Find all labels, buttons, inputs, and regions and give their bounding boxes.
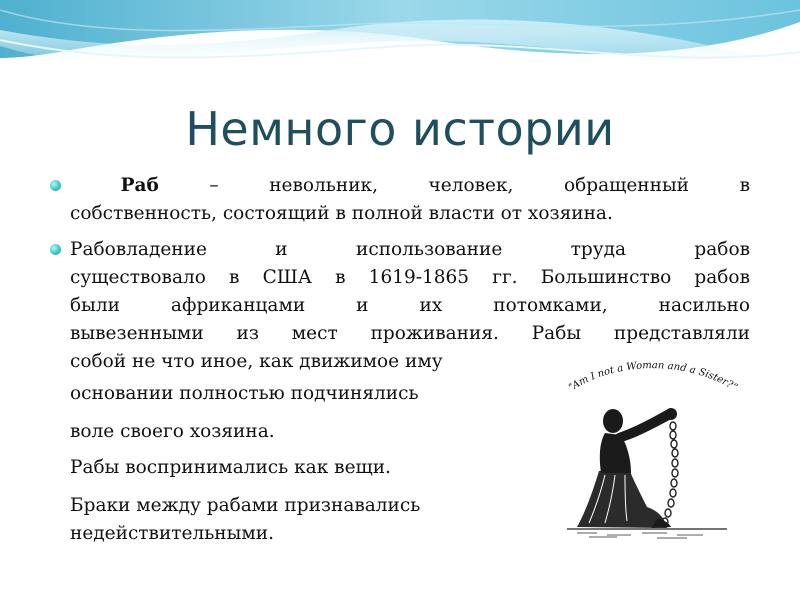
bullet-icon bbox=[50, 180, 61, 191]
paragraph-line: воле своего хозяина. bbox=[70, 421, 275, 442]
slide-title: Немного истории bbox=[185, 102, 615, 156]
paragraph-line: основании полностью подчинялись bbox=[70, 383, 419, 404]
bold-term: Раб bbox=[120, 175, 159, 196]
note-line: Рабы воспринимались как вещи. bbox=[70, 457, 391, 478]
motto-text: “Am I not a Woman and a Sister?” bbox=[566, 360, 740, 394]
kneeling-woman-icon bbox=[527, 351, 773, 544]
note-line: Браки между рабами признавались bbox=[70, 495, 421, 516]
bullet-icon bbox=[50, 244, 61, 255]
paragraph-line: собственность, состоящий в полной власти от хозяина. bbox=[70, 203, 613, 224]
paragraph-line: вывезенными из мест проживания. Рабы представляли bbox=[70, 323, 750, 344]
paragraph-line: Рабовладение и использование труда рабов bbox=[70, 239, 750, 260]
paragraph-line: были африканцами и их потомками, насильно bbox=[70, 295, 750, 316]
note-line: недействительными. bbox=[70, 523, 274, 544]
paragraph-line: собой не что иное, как движимое иму bbox=[70, 351, 443, 372]
wave-header-decoration bbox=[0, 0, 800, 90]
paragraph-line bbox=[70, 172, 750, 200]
paragraph-text: – невольник, человек, обращенный в bbox=[158, 175, 750, 196]
abolitionist-emblem-image bbox=[527, 351, 773, 544]
paragraph-line: существовало в США в 1619-1865 гг. Большинство рабов bbox=[70, 267, 750, 288]
bullet-paragraph-slave-definition bbox=[50, 172, 750, 228]
